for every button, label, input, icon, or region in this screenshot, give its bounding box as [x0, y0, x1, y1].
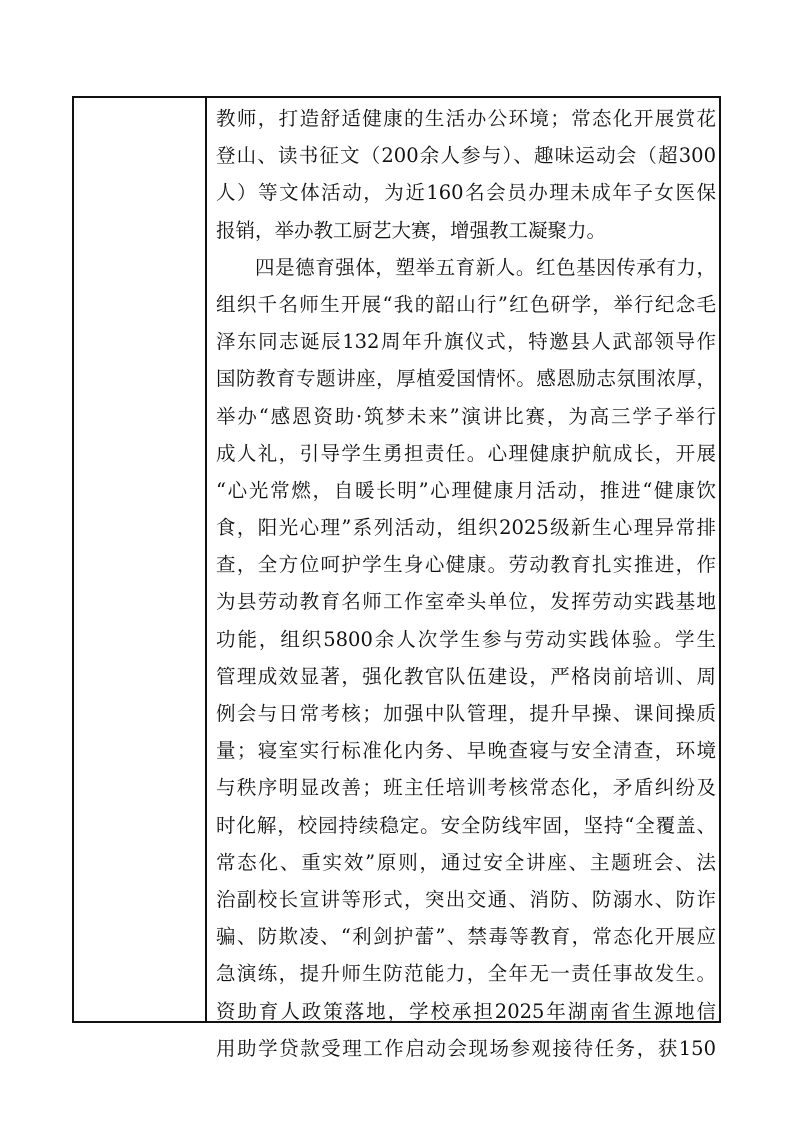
text-line: 食，阳光心理”系列活动，组织2025级新生心理异常排: [216, 516, 716, 540]
text-line: 人）等文体活动，为近160名会员办理未成年子女医保: [216, 181, 716, 205]
text-line: 教师，打造舒适健康的生活办公环境；常态化开展赏花: [216, 107, 716, 130]
text-line: 成人礼，引导学生勇担责任。心理健康护航成长，开展: [216, 441, 716, 465]
text-line: 组织千名师生开展“我的韶山行”红色研学，举行纪念毛: [216, 292, 716, 316]
text-line: 国防教育专题讲座，厚植爱国情怀。感恩励志氛围浓厚，: [216, 367, 716, 391]
column-divider: [205, 96, 207, 1023]
text-line: 报销，举办教工厨艺大赛，增强教工凝聚力。: [216, 218, 607, 242]
text-line: “心光常燃，自暖长明”心理健康月活动，推进“健康饮: [216, 478, 716, 502]
text-line: 量；寝室实行标准化内务、早晚查寝与安全清查，环境: [216, 739, 716, 763]
text-line: 资助育人政策落地，学校承担2025年湖南省生源地信: [216, 999, 716, 1023]
text-line: 骗、防欺凌、“利剑护蕾”、禁毒等教育，常态化开展应: [216, 925, 716, 949]
text-line: 急演练，提升师生防范能力，全年无一责任事故发生。: [216, 962, 716, 986]
text-line: 与秩序明显改善；班主任培训考核常态化，矛盾纠纷及: [216, 776, 716, 800]
paragraph-start-line: 四是德育强体，塑举五育新人。红色基因传承有力，: [255, 255, 716, 279]
text-line: 治副校长宣讲等形式，突出交通、消防、防溺水、防诈: [216, 887, 716, 911]
text-line: 登山、读书征文（200余人参与）、趣味运动会（超300: [216, 144, 716, 168]
text-line: 用助学贷款受理工作启动会现场参观接待任务，获150: [216, 1036, 716, 1060]
text-line: 举办“感恩资助·筑梦未来”演讲比赛，为高三学子举行: [216, 404, 716, 428]
text-cell: [216, 100, 716, 1067]
text-line: 时化解，校园持续稳定。安全防线牢固，坚持“全覆盖、: [216, 813, 716, 837]
text-line: 泽东同志诞辰132周年升旗仪式，特邀县人武部领导作: [216, 330, 716, 354]
text-line: 例会与日常考核；加强中队管理，提升早操、课间操质: [216, 702, 716, 725]
text-line: 常态化、重实效”原则，通过安全讲座、主题班会、法: [216, 850, 716, 874]
text-line: 为县劳动教育名师工作室牵头单位，发挥劳动实践基地: [216, 590, 716, 614]
text-line: 管理成效显著，强化教官队伍建设，严格岗前培训、周: [216, 664, 716, 688]
text-line: 功能，组织5800余人次学生参与劳动实践体验。学生: [216, 627, 716, 651]
text-line: 查，全方位呵护学生身心健康。劳动教育扎实推进，作: [216, 553, 716, 577]
